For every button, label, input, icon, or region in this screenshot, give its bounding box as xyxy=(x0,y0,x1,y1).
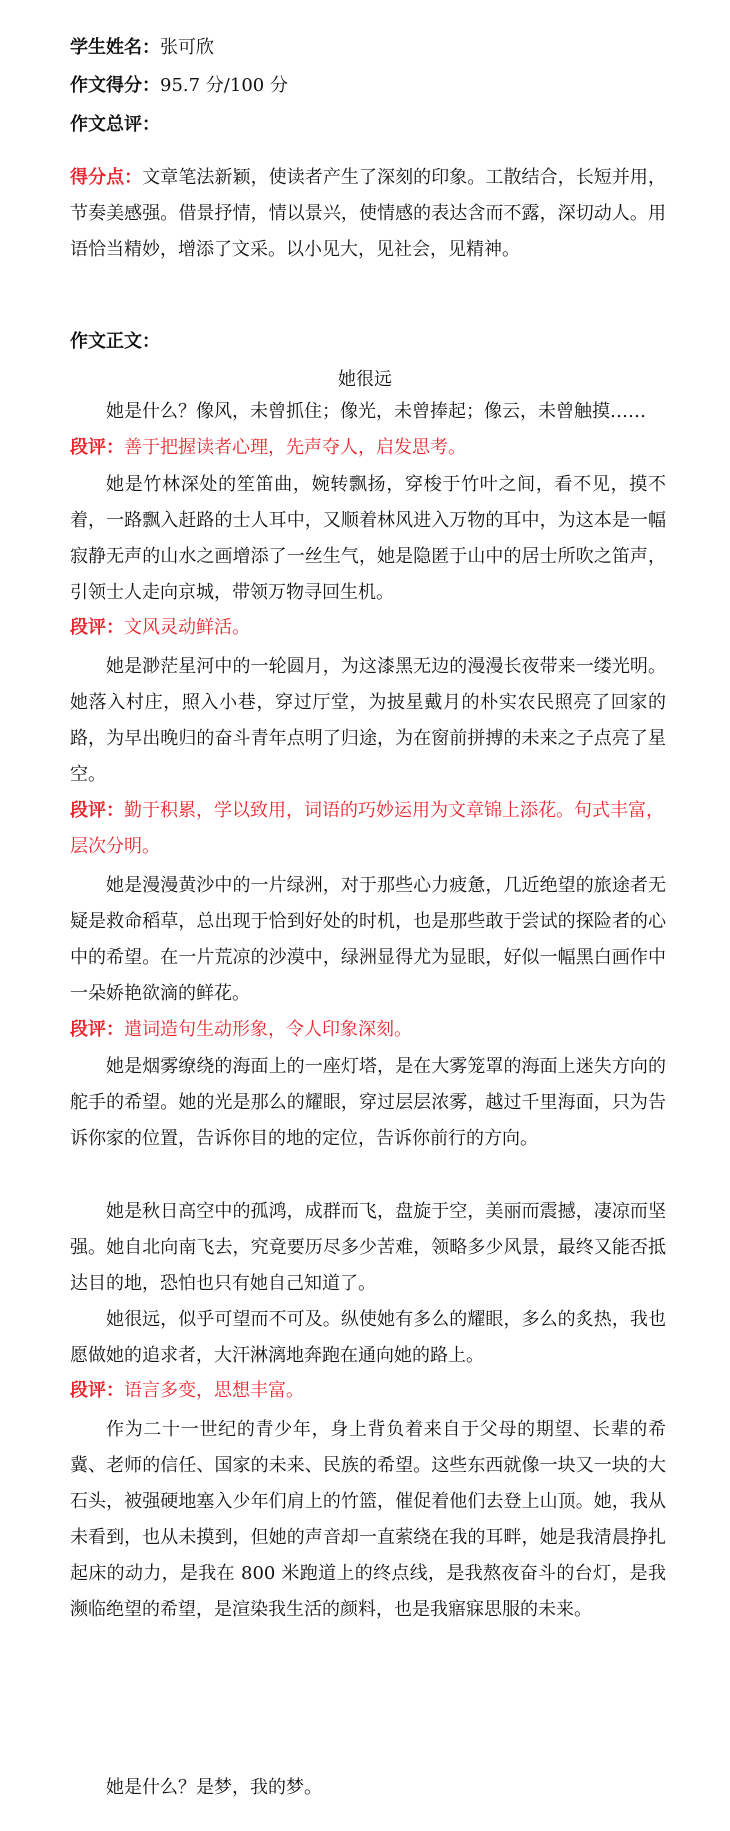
essay-paragraph-1: 她是什么？像风，未曾抓住；像光，未曾捧起；像云，未曾触摸…… xyxy=(106,401,646,422)
score-label: 作文得分： xyxy=(70,75,160,96)
comment-label: 段评： xyxy=(70,437,124,458)
essay-body-label: 作文正文： xyxy=(70,331,160,352)
essay-paragraph-8: 作为二十一世纪的青少年，身上背负着来自于父母的期望、长辈的希冀、老师的信任、国家的未来、民族的希望。这些东西就像一块又一块的大石头，被强硬地塞入少年们肩上的竹篮，催促着他们去登上山顶。她，我从未看到，也从未摸到，但她的声音却一直萦绕在我的耳畔，她是我清晨挣扎起床的动力，是我在 800 米跑道上的终点线，是我熬夜奋斗的台灯，是我濒临绝望的希望，是渲染我生活的颜料，也是我寤寐思服的未来。 xyxy=(70,1419,666,1620)
essay-paragraph-5: 她是烟雾缭绕的海面上的一座灯塔，是在大雾笼罩的海面上迷失方向的舵手的希望。她的光是那么的耀眼，穿过层层浓雾，越过千里海面，只为告诉你家的位置，告诉你目的地的定位，告诉你前行的方向。 xyxy=(70,1056,666,1149)
student-name-label: 学生姓名： xyxy=(70,37,160,58)
score-points-label: 得分点： xyxy=(70,167,143,188)
comment-label: 段评： xyxy=(70,800,124,821)
score-value: 95.7 分/100 分 xyxy=(160,75,288,96)
essay-body-heading xyxy=(70,330,160,354)
essay-paragraph-4: 她是漫漫黄沙中的一片绿洲，对于那些心力疲惫，几近绝望的旅途者无疑是救命稻草，总出现于恰到好处的时机，也是那些敢于尝试的探险者的心中的希望。在一片荒凉的沙漠中，绿洲显得尤为显眼，好似一幅黑白画作中一朵娇艳欲滴的鲜花。 xyxy=(70,875,666,1004)
comment-text: 文风灵动鲜活。 xyxy=(124,617,250,638)
paragraph-comment-1 xyxy=(70,430,666,466)
student-name-row xyxy=(70,36,214,60)
score-row xyxy=(70,74,288,98)
comment-text: 语言多变，思想丰富。 xyxy=(124,1380,304,1401)
paragraph-comment-5 xyxy=(70,1373,666,1409)
comment-label: 段评： xyxy=(70,1380,124,1401)
essay-paragraph-7: 她很远，似乎可望而不可及。纵使她有多么的耀眼，多么的炙热，我也愿做她的追求者，大汗淋漓地奔跑在通向她的路上。 xyxy=(70,1309,666,1366)
student-name-value: 张可欣 xyxy=(160,37,214,58)
paragraph-comment-3 xyxy=(70,793,666,865)
paragraph-comment-2 xyxy=(70,610,666,646)
essay-paragraph-9: 她是什么？是梦，我的梦。 xyxy=(106,1777,322,1798)
overall-comment-heading xyxy=(70,113,160,137)
essay-title: 她很远 xyxy=(338,369,392,390)
paragraph-comment-4 xyxy=(70,1012,666,1048)
comment-text: 善于把握读者心理，先声夺人，启发思考。 xyxy=(124,437,466,458)
overall-comment-label: 作文总评： xyxy=(70,114,160,135)
comment-label: 段评： xyxy=(70,617,124,638)
comment-text: 遣词造句生动形象，令人印象深刻。 xyxy=(124,1019,412,1040)
essay-paragraph-3: 她是渺茫星河中的一轮圆月，为这漆黑无边的漫漫长夜带来一缕光明。她落入村庄，照入小巷，穿过厅堂，为披星戴月的朴实农民照亮了回家的路，为早出晚归的奋斗青年点明了归途，为在窗前拼搏的未来之子点亮了星空。 xyxy=(70,656,666,785)
comment-text: 勤于积累，学以致用，词语的巧妙运用为文章锦上添花。句式丰富，层次分明。 xyxy=(70,800,664,857)
essay-paragraph-2: 她是竹林深处的笙笛曲，婉转飘扬，穿梭于竹叶之间，看不见，摸不着，一路飘入赶路的士人耳中，又顺着林风进入万物的耳中，为这本是一幅寂静无声的山水之画增添了一丝生气，她是隐匿于山中的居士所吹之笛声，引领士人走向京城，带领万物寻回生机。 xyxy=(70,474,666,603)
comment-label: 段评： xyxy=(70,1019,124,1040)
overall-comment-text xyxy=(70,160,666,268)
score-points-text: 文章笔法新颖，使读者产生了深刻的印象。工散结合，长短并用，节奏美感强。借景抒情，情以景兴，使情感的表达含而不露，深切动人。用语恰当精妙，增添了文采。以小见大，见社会，见精神。 xyxy=(70,167,666,260)
essay-paragraph-6: 她是秋日高空中的孤鸿，成群而飞，盘旋于空，美丽而震撼，凄凉而坚强。她自北向南飞去，究竟要历尽多少苦难，领略多少风景，最终又能否抵达目的地，恐怕也只有她自己知道了。 xyxy=(70,1201,666,1294)
